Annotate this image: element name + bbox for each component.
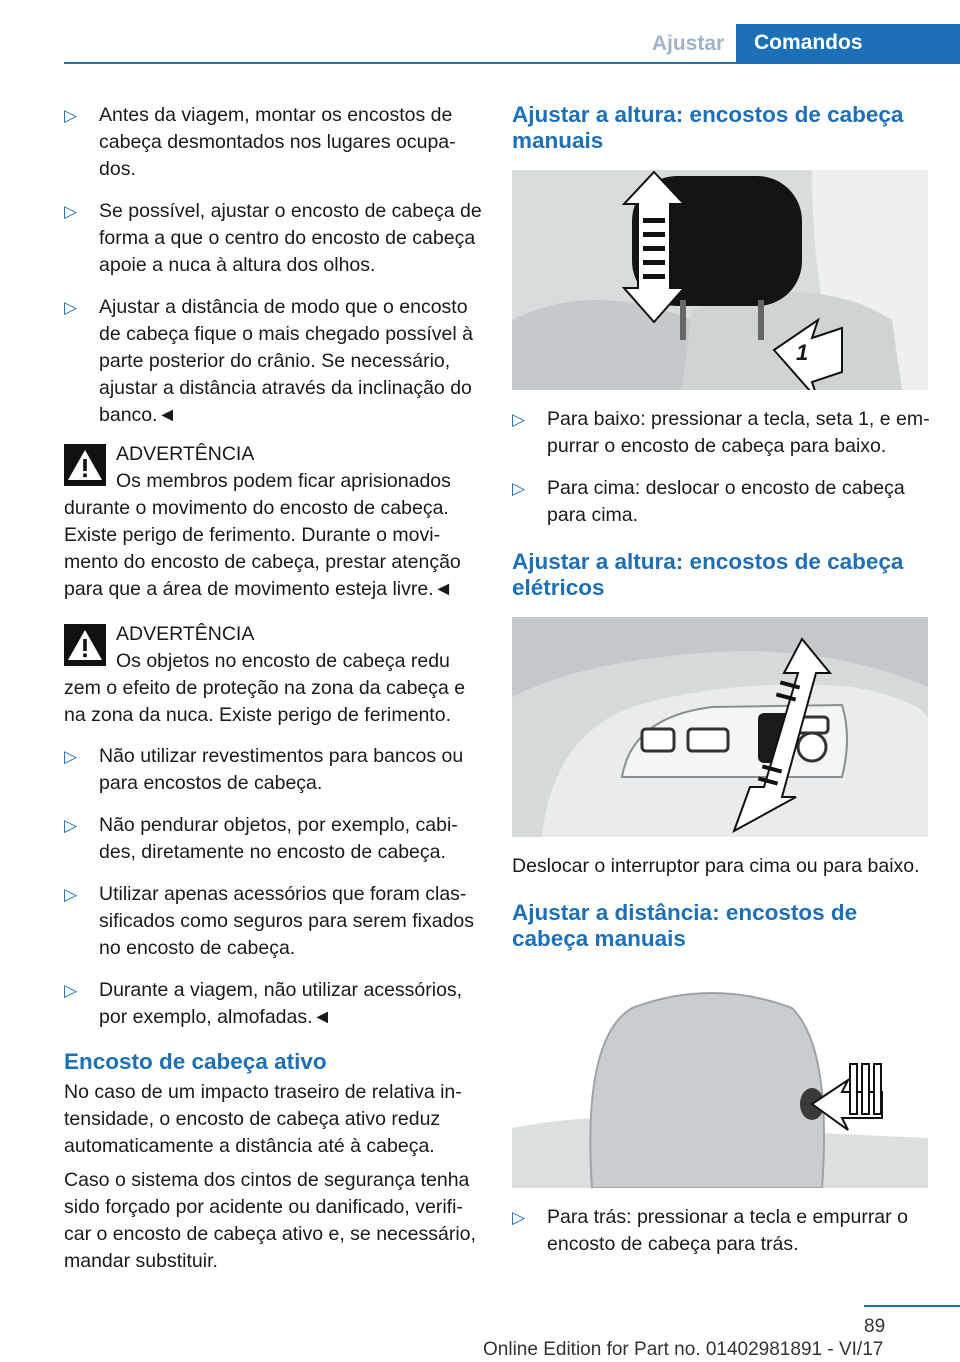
paragraph: Deslocar o interruptor para cima ou para baixo. [512, 855, 920, 877]
figure-manual-distance [512, 968, 928, 1188]
warning-block [64, 441, 482, 603]
list-item-text: Não pendurar objetos, por exemplo, cabides, diretamente no encosto de cabeça. [99, 814, 458, 863]
warning-title: ADVERTÊNCIA [116, 443, 255, 465]
triangle-bullet-icon: ▷ [512, 410, 526, 429]
footer-rule [864, 1305, 960, 1307]
warning-text-first-line: Os membros podem ficar aprisionados [116, 470, 451, 492]
list-item-text: Para trás: pressionar a tecla e empurrar o encosto de cabeça para trás. [547, 1206, 908, 1255]
header-chapter-tab: Comandos [736, 24, 960, 62]
warning-icon [64, 624, 106, 666]
section-heading: Ajustar a distância: encostos de cabeça manuais [512, 900, 858, 951]
warning-block [64, 621, 482, 729]
warning-text: durante o movimento do encosto de cabeça. Existe perigo de ferimento. Durante o movimento do encosto de cabeça, prestar atenção para que a área de movimento esteja livre.◄ [64, 497, 461, 600]
page-number: 89 [864, 1316, 886, 1337]
list-item [512, 406, 930, 460]
list-item [64, 294, 482, 429]
triangle-bullet-icon: ▷ [64, 202, 78, 221]
figure-callout-label: 1 [796, 340, 809, 365]
right-column [512, 102, 930, 1273]
section-heading: Encosto de cabeça ativo [64, 1049, 327, 1074]
header-rule [64, 62, 960, 64]
warning-icon [64, 444, 106, 486]
list-item [64, 977, 482, 1031]
paragraph: No caso de um impacto traseiro de relativa intensidade, o encosto de cabeça ativo reduz automaticamente a distância até à cabeça. [64, 1081, 462, 1157]
list-item-text: Utilizar apenas acessórios que foram classificados como seguros para serem fixados no encosto de cabeça. [99, 883, 475, 959]
seat-switch-illustration [512, 617, 928, 837]
list-item-text: Não utilizar revestimentos para bancos ou para encostos de cabeça. [99, 745, 464, 794]
list-item-text: Durante a viagem, não utilizar acessórios, por exemplo, almofadas.◄ [99, 979, 463, 1028]
paragraph: Caso o sistema dos cintos de segurança tenha sido forçado por acidente ou danificado, verificar o encosto de cabeça ativo e, se necessário, mandar substituir. [64, 1169, 476, 1272]
list-item [64, 743, 482, 797]
section-heading: Ajustar a altura: encostos de cabeça elétricos [512, 549, 904, 600]
list-item [512, 1204, 930, 1258]
warning-text: zem o efeito de proteção na zona da cabeça e na zona da nuca. Existe perigo de ferimento. [64, 677, 466, 726]
triangle-bullet-icon: ▷ [64, 298, 78, 317]
list-item [64, 812, 482, 866]
list-item-text: Antes da viagem, montar os encostos de cabeça desmontados nos lugares ocupados. [99, 104, 456, 180]
warning-text-first-line: Os objetos no encosto de cabeça redu [116, 650, 450, 672]
online-edition-note: Online Edition for Part no. 01402981891 - VI/17 [483, 1339, 884, 1360]
header-section-tab: Ajustar [651, 32, 725, 55]
figure-electric-height [512, 617, 928, 837]
list-item [512, 475, 930, 529]
list-item-text: Para cima: deslocar o encosto de cabeça para cima. [547, 477, 905, 526]
warning-title: ADVERTÊNCIA [116, 623, 255, 645]
figure-manual-height [512, 170, 928, 390]
triangle-bullet-icon: ▷ [64, 981, 78, 1000]
list-item-text: Ajustar a distância de modo que o encosto de cabeça fique o mais chegado possível à parte posterior do crânio. Se necessário, ajustar a distância através da inclinação do banco.◄ [99, 296, 473, 426]
list-item-text: Se possível, ajustar o encosto de cabeça de forma a que o centro do encosto de cabeça apoie a nuca à altura dos olhos. [99, 200, 482, 276]
triangle-bullet-icon: ▷ [64, 885, 78, 904]
list-item [64, 881, 482, 962]
list-item-text: Para baixo: pressionar a tecla, seta 1, e empurrar o encosto de cabeça para baixo. [547, 408, 930, 457]
list-item [64, 102, 482, 183]
headrest-height-illustration [512, 170, 928, 390]
triangle-bullet-icon: ▷ [64, 816, 78, 835]
triangle-bullet-icon: ▷ [64, 106, 78, 125]
triangle-bullet-icon: ▷ [512, 479, 526, 498]
headrest-distance-illustration [512, 968, 928, 1188]
triangle-bullet-icon: ▷ [512, 1208, 526, 1227]
triangle-bullet-icon: ▷ [64, 747, 78, 766]
section-heading: Ajustar a altura: encostos de cabeça manuais [512, 102, 904, 153]
left-column [64, 102, 482, 1282]
list-item [64, 198, 482, 279]
